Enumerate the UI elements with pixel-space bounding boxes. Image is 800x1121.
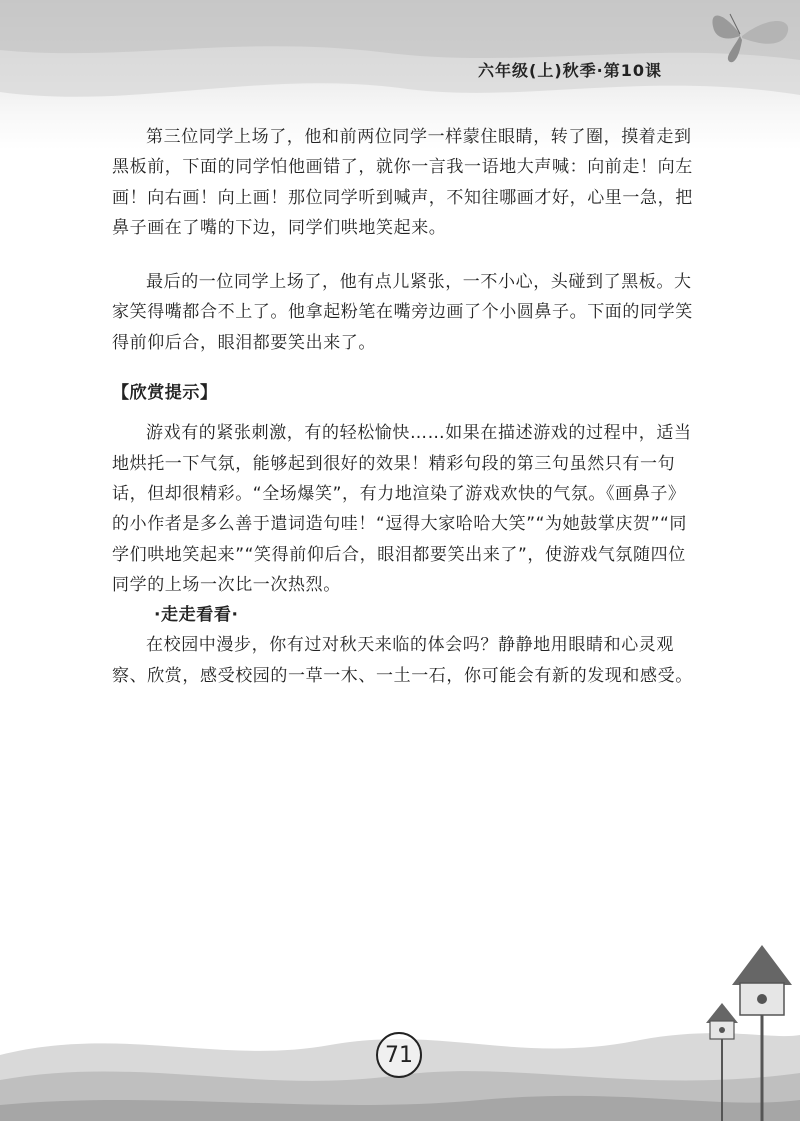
page-header: 六年级(上)秋季·第10课 [478, 61, 662, 80]
appreciation-paragraph: 游戏有的紧张刺激，有的轻松愉快……如果在描述游戏的过程中，适当地烘托一下气氛，能够起到很好的效果！精彩句段的第三句虽然只有一句话，但却很精彩。“全场爆笑”，有力地渲染了游戏欢快的气氛。《画鼻子》的小作者是多么善于遣词造句哇！“逗得大家哈哈大笑”“为她鼓掌庆贺”“同学们哄地笑起来”“笑得前仰后合，眼泪都要笑出来了”，使游戏气氛随四位同学的上场一次比一次热烈。 [112, 423, 692, 595]
walk-title: ·走走看看· [154, 605, 239, 626]
walk-paragraph: 在校园中漫步，你有过对秋天来临的体会吗？静静地用眼睛和心灵观察、欣赏，感受校园的一草一木、一土一石，你可能会有新的发现和感受。 [112, 635, 693, 686]
appreciation-title: 【欣赏提示】 [112, 383, 218, 404]
main-content [112, 122, 696, 691]
story-paragraph-2: 最后的一位同学上场了，他有点儿紧张，一不小心，头碰到了黑板。大家笑得嘴都合不上了。他拿起粉笔在嘴旁边画了个小圆鼻子。下面的同学笑得前仰后合，眼泪都要笑出来了。 [112, 272, 693, 353]
page-number: 71 [376, 1032, 422, 1078]
story-paragraph-1: 第三位同学上场了，他和前两位同学一样蒙住眼睛，转了圈，摸着走到黑板前，下面的同学怕他画错了，就你一言我一语地大声喊：向前走！向左画！向右画！向上画！那位同学听到喊声，不知往哪画才好，心里一急，把鼻子画在了嘴的下边，同学们哄地笑起来。 [112, 127, 693, 238]
